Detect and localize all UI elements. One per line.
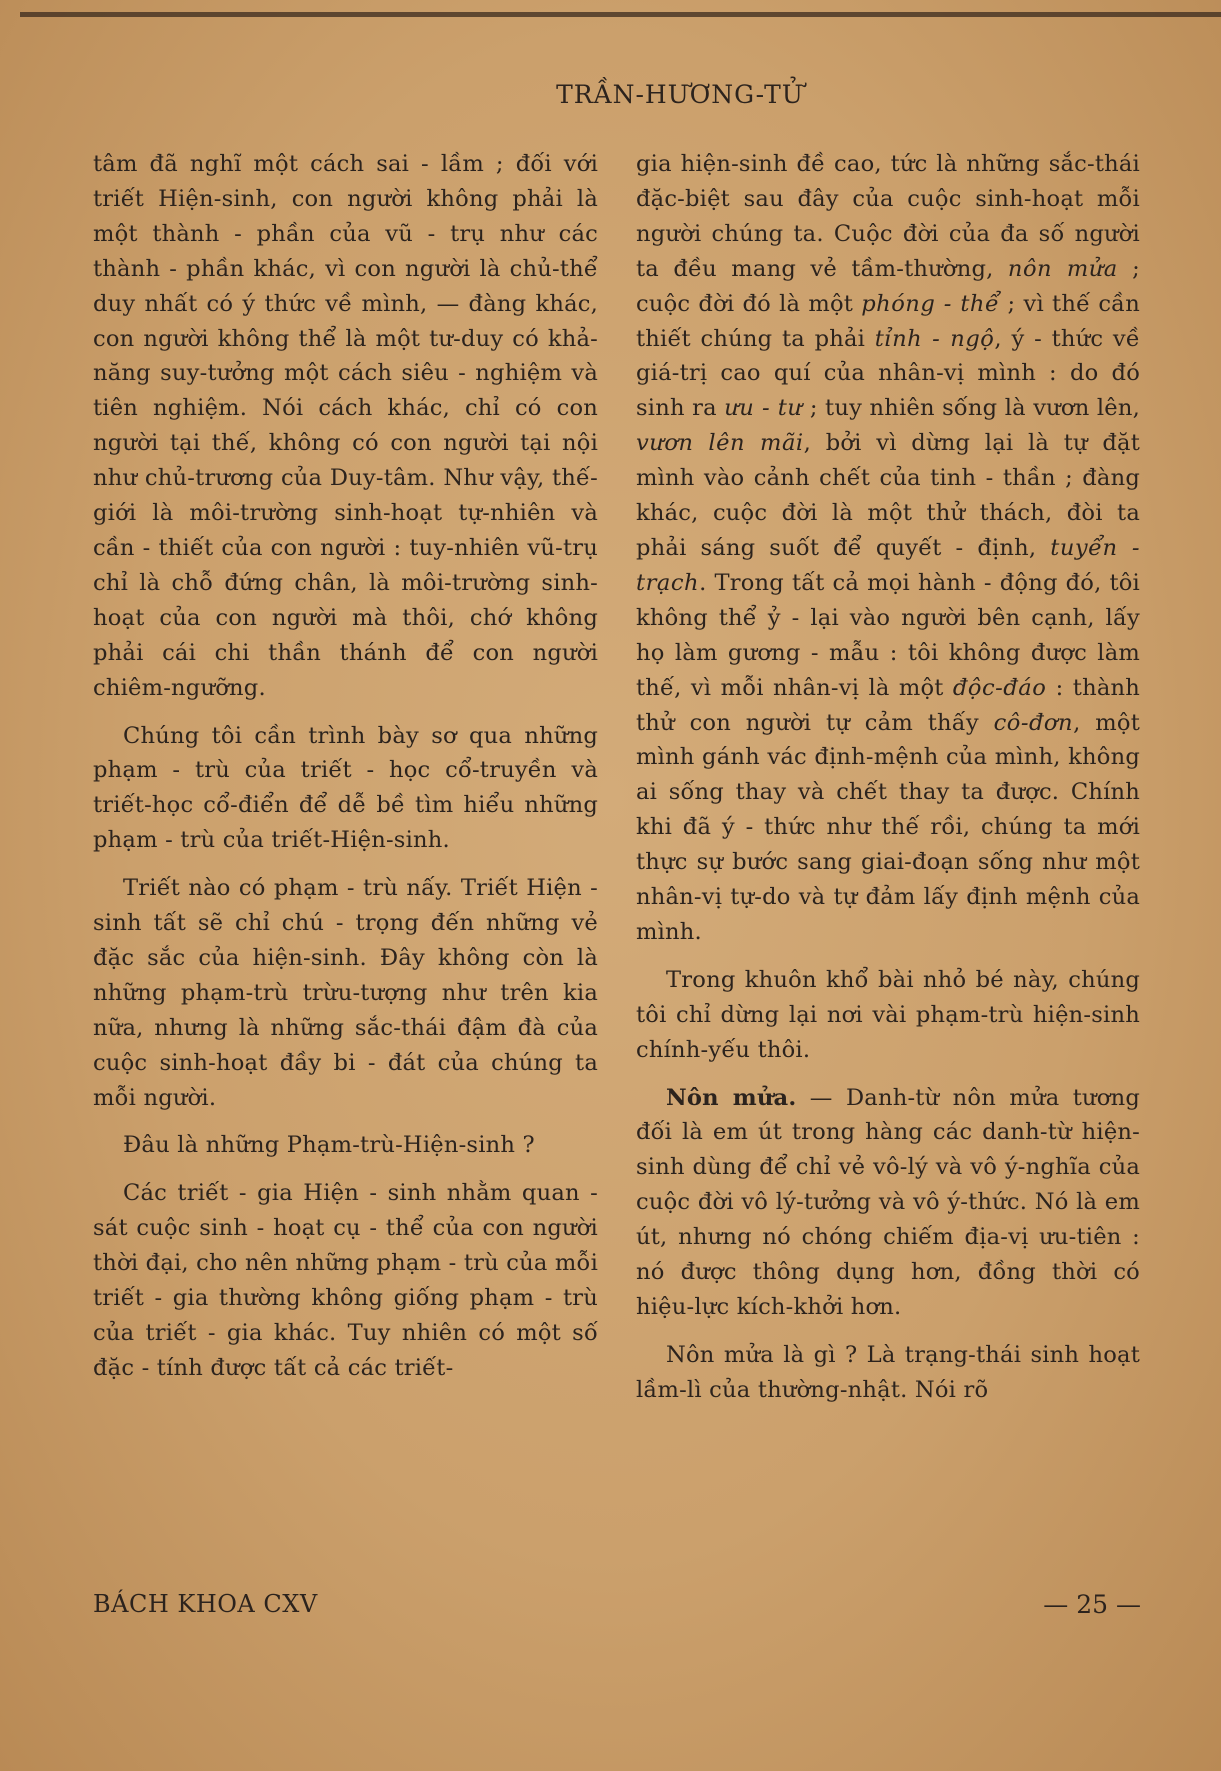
text-run: , một mình gánh vác định-mệnh của mình, không ai sống thay và chết thay ta được. Chính khi đã ý - thức như thế rồi, chúng ta mới thực sự bước sang giai-đoạn sống như một nhân-vị tự-do và tự đảm lấy định mệnh của mình. [636, 709, 1140, 945]
text-run: : thành thử con người tự cảm thấy [636, 674, 1140, 736]
section-heading-non-mua: Nôn mửa. [666, 1084, 797, 1111]
term-doc-dao: độc-đáo [952, 674, 1047, 701]
term-tuyen-trach: tuyển - trạch [636, 534, 1140, 596]
text-run: — Danh-từ nôn mửa tương đối là em út trong hàng các danh-từ hiện-sinh dùng để chỉ vẻ vô-lý và vô ý-nghĩa của cuộc đời vô lý-tưởng và vô ý-thức. Nó là em út, nhưng nó chóng chiếm địa-vị ưu-tiên : nó được thông dụng hơn, đồng thời có hiệu-lực kích-khởi hơn. [636, 1084, 1140, 1320]
text-run: ; cuộc đời đó là một [636, 255, 1140, 317]
running-header: TRẦN-HƯƠNG-TỬ [556, 80, 804, 109]
term-uu-tu: ưu - tư [724, 395, 803, 422]
term-non-mua: nôn mửa [1007, 255, 1118, 282]
left-column [93, 147, 598, 1386]
term-phong-the: phóng - thể [861, 290, 1000, 317]
left-paragraph-3: Triết nào có phạm - trù nấy. Triết Hiện - sinh tất sẽ chỉ chú - trọng đến những vẻ đặc sắc của hiện-sinh. Đây không còn là những phạm-trù trừu-tượng như trên kia nữa, nhưng là những sắc-thái đậm đà của cuộc sinh-hoạt đầy bi - đát của chúng ta mỗi người. [93, 875, 598, 1111]
term-co-don: cô-đơn [993, 709, 1074, 736]
left-paragraph-5: Các triết - gia Hiện - sinh nhằm quan - sát cuộc sinh - hoạt cụ - thể của con người thời đại, cho nên những phạm - trù của mỗi triết - gia thường không giống phạm - trù của triết - gia khác. Tuy nhiên có một số đặc - tính được tất cả các triết- [93, 1180, 598, 1381]
text-run: ; tuy nhiên sống là vươn lên, [802, 395, 1140, 422]
text-run: ; vì thế cần thiết chúng ta phải [636, 290, 1140, 352]
left-paragraph-2: Chúng tôi cần trình bày sơ qua những phạm - trù của triết - học cổ-truyền và triết-học cổ-điển để dễ bề tìm hiểu những phạm - trù của triết-Hiện-sinh. [93, 722, 598, 854]
right-paragraph-4: Nôn mửa là gì ? Là trạng-thái sinh hoạt lầm-lì của thường-nhật. Nói rõ [636, 1341, 1140, 1403]
page-number: — 25 — [1043, 1590, 1141, 1619]
term-tinh-ngo: tỉnh - ngộ [874, 325, 995, 352]
journal-footer: BÁCH KHOA CXV [93, 1590, 318, 1618]
right-paragraph-1 [636, 147, 1140, 950]
term-vuon-len-mai: vươn lên mãi [636, 430, 804, 457]
left-paragraph-4: Đâu là những Phạm-trù-Hiện-sinh ? [123, 1132, 535, 1159]
text-run: , ý - thức về giá-trị cao quí của nhân-vị mình : do đó sinh ra [636, 325, 1140, 422]
text-run: . Trong tất cả mọi hành - động đó, tôi không thể ỷ - lại vào người bên cạnh, lấy họ làm gương - mẫu : tôi không được làm thế, vì mỗi nhân-vị là một [636, 569, 1140, 701]
right-column [636, 147, 1140, 1408]
text-run: gia hiện-sinh đề cao, tức là những sắc-thái đặc-biệt sau đây của cuộc sinh-hoạt mỗi người chúng ta. Cuộc đời của đa số người ta đều mang vẻ tầm-thường, [636, 151, 1140, 282]
right-paragraph-3 [636, 1081, 1140, 1325]
text-run: , bởi vì dừng lại là tự đặt mình vào cảnh chết của tinh - thần ; đàng khác, cuộc đời là một thử thách, đòi ta phải sáng suốt để quyết - định, [636, 430, 1140, 561]
right-paragraph-2: Trong khuôn khổ bài nhỏ bé này, chúng tôi chỉ dừng lại nơi vài phạm-trù hiện-sinh chính-yếu thôi. [636, 966, 1140, 1063]
left-paragraph-1: tâm đã nghĩ một cách sai - lầm ; đối với triết Hiện-sinh, con người không phải là một thành - phần của vũ - trụ như các thành - phần khác, vì con người là chủ-thể duy nhất có ý thức về mình, — đàng khác, con người không thể là một tư-duy có khả-năng suy-tưởng một cách siêu - nghiệm và tiên nghiệm. Nói cách khác, chỉ có con người tại thế, không có con người tại nội như chủ-trương của Duy-tâm. Như vậy, thế-giới là môi-trường sinh-hoạt tự-nhiên và cần - thiết của con người : tuy-nhiên vũ-trụ chỉ là chỗ đứng chân, là môi-trường sinh-hoạt của con người mà thôi, chớ không phải cái chi thần thánh để con người chiêm-ngưỡng. [93, 151, 598, 701]
top-rule [20, 12, 1221, 17]
